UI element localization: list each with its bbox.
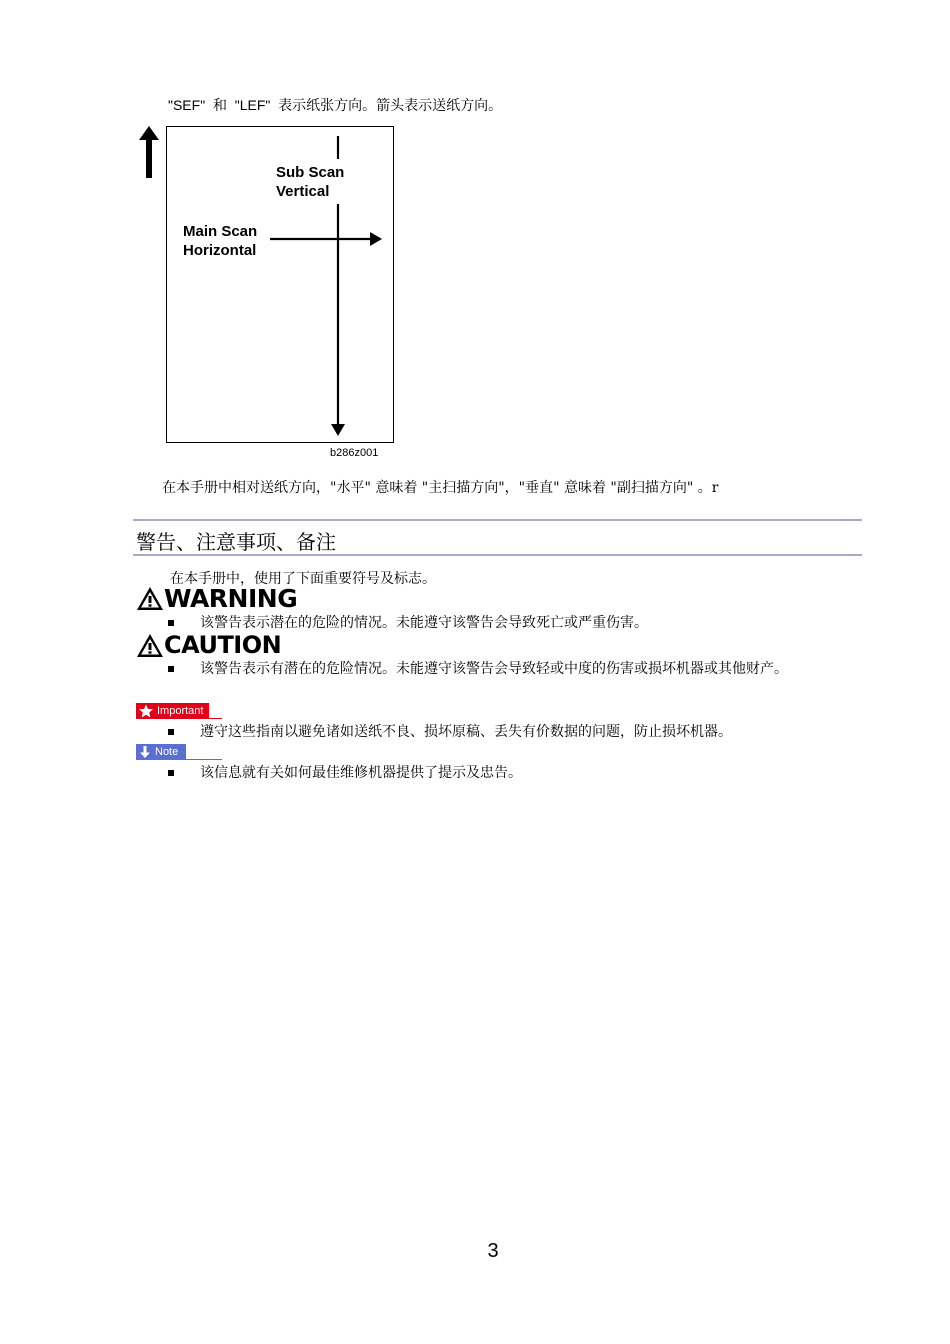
warning-triangle-icon bbox=[136, 586, 164, 611]
caution-badge bbox=[136, 633, 281, 658]
main-scan-line1: Main Scan bbox=[183, 223, 258, 240]
important-text: 遵守这些指南以避免诸如送纸不良、损坏原稿、丢失有价数据的问题，防止损坏机器。 bbox=[200, 724, 732, 740]
caution-bullet bbox=[168, 666, 174, 672]
important-bullet bbox=[168, 729, 174, 735]
sub-scan-line1: Sub Scan bbox=[276, 164, 345, 181]
section-bottom-rule bbox=[133, 554, 862, 556]
main-scan-label bbox=[183, 222, 257, 260]
note-tag bbox=[136, 744, 222, 760]
and-word: 和 bbox=[212, 98, 227, 114]
note-text: 该信息就有关如何最佳维修机器提供了提示及忠告。 bbox=[200, 765, 522, 781]
sef-label: "SEF" bbox=[168, 97, 206, 113]
warning-text: 该警告表示潜在的危险的情况。未能遵守该警告会导致死亡或严重伤害。 bbox=[200, 615, 648, 631]
page-number: 3 bbox=[487, 1240, 499, 1262]
section-top-rule bbox=[133, 519, 862, 521]
down-arrow-icon bbox=[138, 745, 152, 759]
section-title: 警告、注意事项、备注 bbox=[136, 530, 336, 554]
note-bullet bbox=[168, 770, 174, 776]
warning-label: WARNING bbox=[164, 584, 298, 613]
note-label: Note bbox=[155, 746, 179, 758]
important-label: Important bbox=[157, 705, 204, 717]
note-underline bbox=[186, 759, 222, 760]
usage-text: 在本手册中，使用了下面重要符号及标志。 bbox=[170, 571, 436, 587]
main-scan-line2: Horizontal bbox=[183, 242, 257, 259]
note-tag-fill bbox=[136, 744, 186, 760]
sub-scan-label bbox=[276, 163, 344, 201]
important-tag bbox=[136, 703, 222, 719]
feed-direction-arrow-icon bbox=[138, 126, 160, 178]
direction-description: 在本手册中相对送纸方向，"水平" 意味着 "主扫描方向"，"垂直" 意味着 "副扫描方向" 。r bbox=[162, 480, 719, 496]
star-icon bbox=[138, 704, 154, 718]
warning-badge bbox=[136, 586, 297, 611]
intro-line bbox=[168, 95, 502, 115]
scan-direction-figure bbox=[166, 126, 394, 443]
warning-bullet bbox=[168, 620, 174, 626]
caution-triangle-icon bbox=[136, 633, 164, 658]
sub-scan-line2: Vertical bbox=[276, 183, 330, 200]
important-tag-fill bbox=[136, 703, 209, 719]
caution-text: 该警告表示有潜在的危险情况。未能遵守该警告会导致轻或中度的伤害或损坏机器或其他财产。 bbox=[200, 661, 788, 677]
caution-label: CAUTION bbox=[164, 631, 282, 659]
important-underline bbox=[209, 718, 222, 719]
figure-code: b286z001 bbox=[330, 447, 379, 459]
intro-rest: 表示纸张方向。箭头表示送纸方向。 bbox=[278, 98, 503, 114]
lef-label: "LEF" bbox=[234, 97, 271, 113]
